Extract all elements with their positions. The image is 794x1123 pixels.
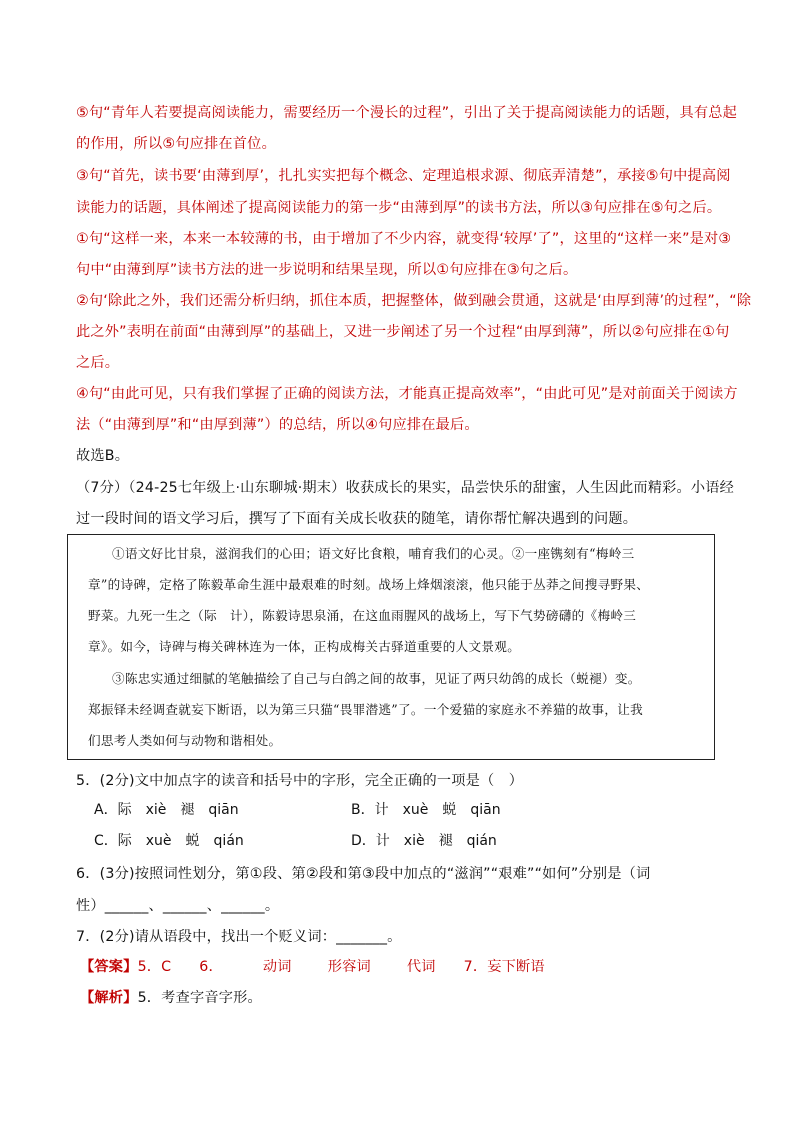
analysis-conclusion: 故选B。 xyxy=(76,448,130,464)
question-7-stem: 7．(2分)请从语段中，找出一个贬义词：_______。 xyxy=(76,929,402,945)
passage-line: 章”的诗碑，定格了陈毅革命生涯中最艰难的时刻。战场上烽烟滚滚，他只能于丛莽之间搜寻野果、 xyxy=(88,577,650,592)
answer-line xyxy=(80,957,730,977)
passage-line: 野菜。九死一生之（际 计），陈毅诗思泉涌，在这血雨腥风的战场上，写下气势磅礴的《梅岭三 xyxy=(88,608,637,623)
passage-line: 章》。如今，诗碑与梅关碑林连为一体，正构成梅关古驿道重要的人文景观。 xyxy=(88,639,521,654)
answer-6-word2: 形容词 xyxy=(327,959,371,975)
passage-line: 们思考人类如何与动物和谐相处。 xyxy=(88,733,282,748)
analysis-sentence-3-line2: 读能力的话题，具体阐述了提高阅读能力的第一步“由薄到厚”的读书方法，所以③句应排在⑤句之后。 xyxy=(76,200,722,216)
option-a[interactable]: A．际 xiè 褪 qiān xyxy=(94,802,239,818)
answer-6-word3: 代词 xyxy=(406,959,436,975)
analysis-sentence-1-line2: 句中“由薄到厚”读书方法的进一步说明和结果呈现，所以①句应排在③句之后。 xyxy=(76,262,578,278)
analysis-sentence-2-line1: ②句‘除此之外，我们还需分析归纳，抓住本质，把握整体，做到融会贯通，这就是‘由厚到薄’的过程”，“除 xyxy=(76,293,752,309)
option-b[interactable]: B．计 xuè 蜕 qiān xyxy=(351,802,501,818)
answer-tag: 【答案】 xyxy=(80,959,138,975)
passage-box xyxy=(67,534,715,760)
analysis-sentence-4-line1: ④句“由此可见，只有我们掌握了正确的阅读方法，才能真正提高效率”，“由此可见”是对前面关于阅读方 xyxy=(76,386,738,402)
question-intro-line1: （7分）（24-25七年级上·山东聊城·期末）收获成长的果实，品尝快乐的甜蜜，人生因此而精彩。小语经 xyxy=(76,480,735,496)
passage-line: ①语文好比甘泉，滋润我们的心田；语文好比食粮，哺育我们的心灵。②一座镌刻有“梅岭三 xyxy=(112,546,635,561)
question-6-line1: 6．(3分)按照词性划分，第①段、第②段和第③段中加点的“滋润”“艰难”“如何”分别是（词 xyxy=(76,866,651,882)
option-d[interactable]: D．计 xiè 褪 qián xyxy=(351,833,497,849)
passage-line: 郑振铎未经调查就妄下断语，以为第三只猫“畏罪潜逃”了。一个爱猫的家庭永不养猫的故事，让我 xyxy=(88,702,644,717)
explanation-line xyxy=(80,988,730,1008)
explanation-tag: 【解析】 xyxy=(80,990,138,1006)
analysis-sentence-4-line2: 法（“由薄到厚”和“由厚到薄”）的总结，所以④句应排在最后。 xyxy=(76,417,479,433)
analysis-sentence-1-line1: ①句“这样一来，本来一本较薄的书，由于增加了不少内容，就变得‘较厚’了”，这里的“这样一来”是对③ xyxy=(76,231,732,247)
analysis-sentence-3-line1: ③句“首先，读书要‘由薄到厚’，扎扎实实把每个概念、定理追根求源、彻底弄清楚”，承接⑤句中提高阅 xyxy=(76,168,731,184)
question-intro-line2: 过一段时间的语文学习后，撰写了下面有关成长收获的随笔，请你帮忙解决遇到的问题。 xyxy=(76,511,638,527)
analysis-sentence-2-line3: 之后。 xyxy=(76,355,120,371)
question-5-stem: 5．(2分)文中加点字的读音和括号中的字形，完全正确的一项是（ ） xyxy=(76,773,524,789)
analysis-sentence-2-line2: 此之外”表明在前面“由薄到厚”的基础上，又进一步阐述了另一个过程“由厚到薄”，所以②句应排在①句 xyxy=(76,324,730,340)
analysis-sentence-5-line2: 的作用，所以⑤句应排在首位。 xyxy=(76,136,276,152)
answer-6: 6． xyxy=(199,959,223,975)
analysis-sentence-5-line1: ⑤句“青年人若要提高阅读能力，需要经历一个漫长的过程”，引出了关于提高阅读能力的话题，具有总起 xyxy=(76,105,738,121)
answer-6-word1: 动词 xyxy=(262,959,292,975)
question-6-line2: 性）______、______、______。 xyxy=(76,898,280,914)
explanation-text: 5．考查字音字形。 xyxy=(137,990,262,1006)
option-c[interactable]: C．际 xuè 蜕 qián xyxy=(94,833,244,849)
answer-5: 5．C xyxy=(137,959,172,975)
answer-7: 7．妄下断语 xyxy=(463,959,545,975)
passage-line: ③陈忠实通过细腻的笔触描绘了自己与白鸽之间的故事，见证了两只幼鸽的成长（蜕褪）变。 xyxy=(112,671,641,686)
